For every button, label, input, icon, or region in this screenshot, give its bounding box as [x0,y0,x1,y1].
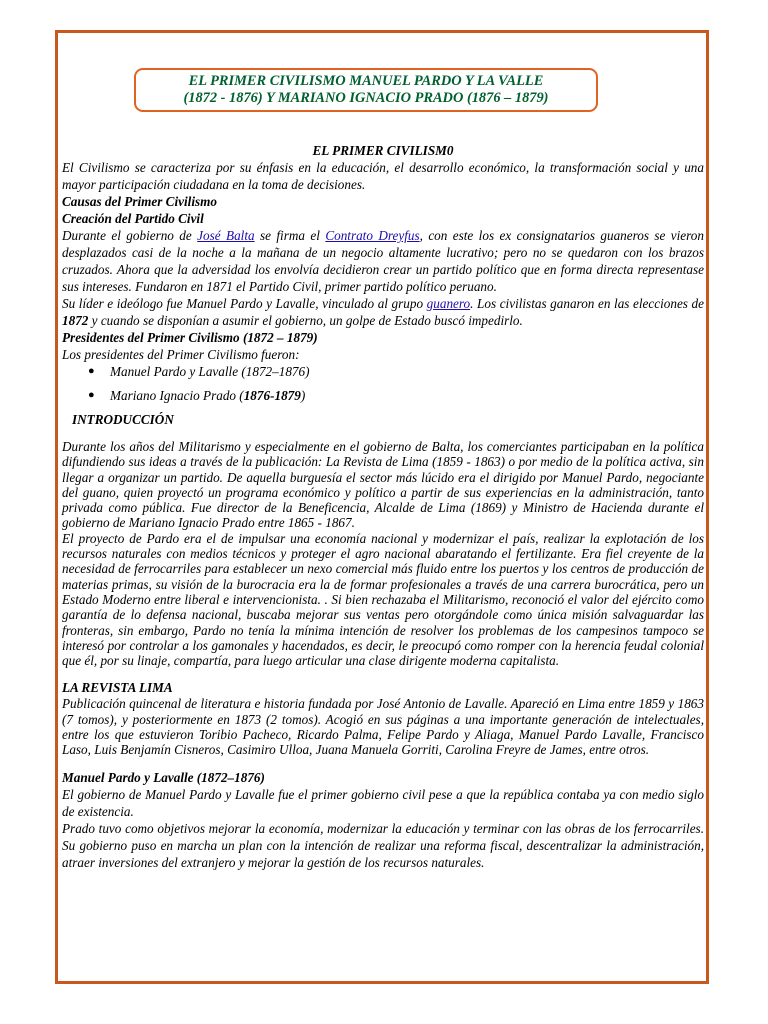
title-box [134,68,598,112]
causas-paragraph: Durante el gobierno de José Balta se firma el Contrato Dreyfus, con este los ex consignatarios guaneros se vieron desplazados casi de la noche a la mañana de un negocio altamente lucrativo; pero no se quedaron con los brazos cruzados. Ahora que la adversidad los envolvía decidieron crear un partido político que en forma directa representase sus intereses. Fundaron en 1871 el Partido Civil, primer partido político peruano. [62,228,704,294]
list-item: ● Mariano Ignacio Prado (1876-1879) [88,388,306,403]
introduccion-paragraph-2: El proyecto de Pardo era el de impulsar una economía nacional y modernizar el país, realizar la explotación de los recursos naturales con medios técnicos y proteger el agro nacional abaratando el fertilizante. Era fiel creyente de la necesidad de ferrocarriles para establecer un nexo comercial más fluido entre los puertos y los centros de producción de materias primas, su visión de la burocracia era la de formar profesionales a través de una carrera burocrática, pero un Estado Moderno entre liberal e intervencionista. . Si bien rechazaba el Militarismo, reconoció el valor del ejército como garantía de lo defensa nacional, buscaba mejorar sus ventas pero otorgándole como única misión salvaguardar las fronteras, sin embargo, Pardo no tenía la mínima intención de resolver los problemas de los campesinos tampoco se interesó por controlar a los gamonales y hacendados, es decir, le preocupó como romper con la herencia feudal colonial que él, por su linaje, compartía, para luego articular una clase dirigente moderna capitalista. [62,530,704,669]
title-line-2: (1872 - 1876) Y MARIANO IGNACIO PRADO (1876 – 1879) [183,90,549,106]
bullet-icon: ● [88,389,95,401]
revista-heading: LA REVISTA LIMA [62,680,173,696]
title-line-1: EL PRIMER CIVILISMO MANUEL PARDO Y LA VALLE [188,73,544,89]
partido-civil-subheading: Creación del Partido Civil [62,211,204,226]
presidentes-lead: Los presidentes del Primer Civilismo fueron: [62,347,300,362]
bullet-icon: ● [88,365,95,377]
section-heading-primer-civilismo: EL PRIMER CIVILISM0 [312,143,454,158]
introduccion-paragraph-1: Durante los años del Militarismo y especialmente en el gobierno de Balta, los comerciantes participaban en la política difundiendo sus ideas a través de la publicación: La Revista de Lima (1859 - 1863) o por medio de la política activa, sin llegar a organizar un partido. De aquella burguesía el sector más lúcido era el dirigido por Manuel Pardo, negociante del guano, quien proyectó un programa económico y político a partir de sus experiencias en la administración, tanto privada como pública. Fue director de la Beneficencia, Alcalde de Lima (1869) y Ministro de Hacienda durante el gobierno de Mariano Ignacio Prado entre 1865 - 1867. [62,439,704,531]
list-item: ● Manuel Pardo y Lavalle (1872–1876) [88,364,310,379]
document-body [62,142,704,871]
presidentes-heading: Presidentes del Primer Civilismo (1872 – 1879) [62,330,318,345]
pardo-paragraph-1: El gobierno de Manuel Pardo y Lavalle fue el primer gobierno civil pese a que la república contaba ya con medio siglo de existencia. [62,786,704,819]
pardo-heading: Manuel Pardo y Lavalle (1872–1876) [62,769,265,785]
pardo-paragraph-2: Prado tuvo como objetivos mejorar la economía, modernizar la educación y terminar con las obras de los ferrocarriles. Su gobierno puso en marcha un plan con la intención de realizar una reforma fiscal, descentralizar la administración, atraer inversiones del extranjero y mejorar la gestión de los recursos naturales. [62,820,704,870]
presidentes-list [62,363,704,404]
link-jose-balta[interactable]: José Balta [197,228,255,243]
link-guanero[interactable]: guanero [426,296,471,311]
civilismo-intro-paragraph: El Civilismo se caracteriza por su énfasis en la educación, el desarrollo económico, la transformación social y una mayor participación ciudadana en la toma de decisiones. [62,160,704,192]
introduccion-heading: INTRODUCCIÓN [72,412,174,427]
causas-heading: Causas del Primer Civilismo [62,194,217,209]
lider-paragraph: Su líder e ideólogo fue Manuel Pardo y Lavalle, vinculado al grupo guanero. Los civilistas ganaron en las elecciones de 1872 y cuando se disponían a asumir el gobierno, un golpe de Estado buscó impedirlo. [62,296,704,328]
revista-paragraph: Publicación quincenal de literatura e historia fundada por José Antonio de Lavalle. Apareció en Lima entre 1859 y 1863 (7 tomos), y posteriormente en 1873 (2 tomos). Acogió en sus páginas a una importante generación de intelectuales, entre los que estuvieron Toribio Pacheco, Ricardo Palma, Felipe Pardo y Aliaga, Manuel Pardo Lavalle, Francisco Laso, Luis Benjamín Cisneros, Casimiro Ulloa, Juana Manuela Gorriti, Carolina Freyre de James, entre otros. [62,696,704,758]
link-contrato-dreyfus[interactable]: Contrato Dreyfus [325,228,420,243]
